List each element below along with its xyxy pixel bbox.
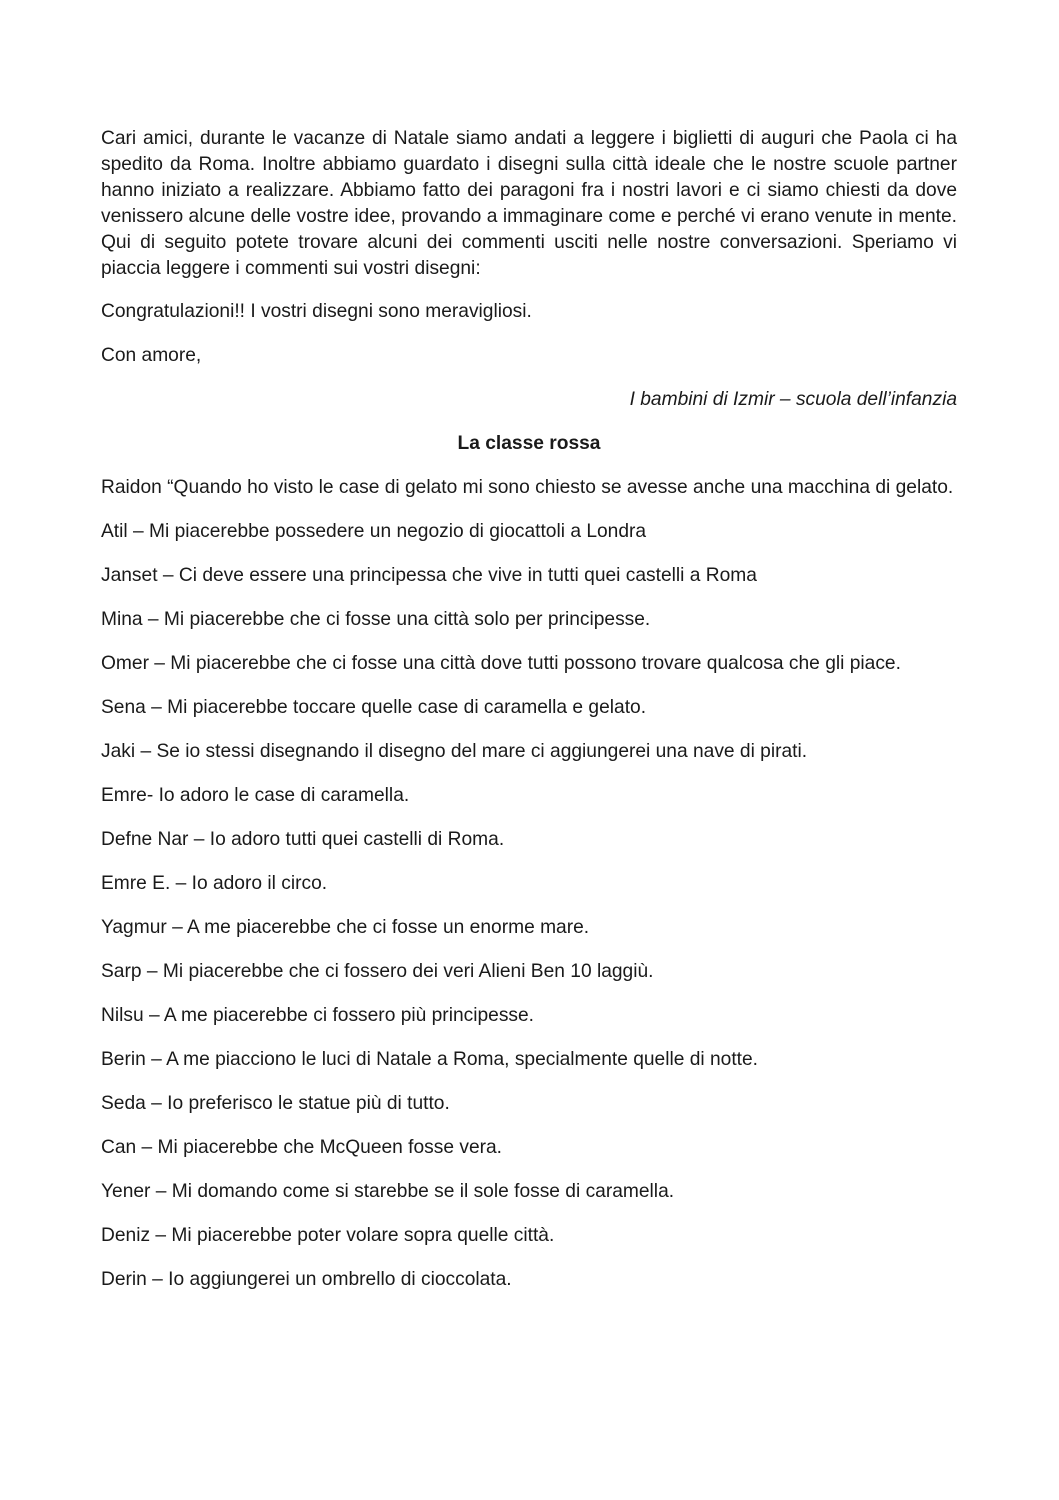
comments-list bbox=[101, 475, 957, 1293]
comment-item: Yener – Mi domando come si starebbe se il sole fosse di caramella. bbox=[101, 1181, 675, 1202]
closing-line: Con amore, bbox=[101, 345, 202, 366]
document-page bbox=[101, 126, 957, 1311]
comment-item: Berin – A me piacciono le luci di Natale a Roma, specialmente quelle di notte. bbox=[101, 1049, 759, 1070]
comment-item: Emre- Io adoro le case di caramella. bbox=[101, 785, 410, 806]
comment-item: Can – Mi piacerebbe che McQueen fosse vera. bbox=[101, 1137, 503, 1158]
signature: I bambini di Izmir – scuola dell’infanzia bbox=[629, 389, 957, 410]
comment-item: Raidon “Quando ho visto le case di gelato mi sono chiesto se avesse anche una macchina di gelato. bbox=[101, 477, 954, 498]
comment-item: Defne Nar – Io adoro tutti quei castelli di Roma. bbox=[101, 829, 505, 850]
congratulations-line: Congratulazioni!! I vostri disegni sono meravigliosi. bbox=[101, 301, 532, 322]
comment-item: Emre E. – Io adoro il circo. bbox=[101, 873, 328, 894]
comment-item: Atil – Mi piacerebbe possedere un negozio di giocattoli a Londra bbox=[101, 521, 647, 542]
comment-item: Omer – Mi piacerebbe che ci fosse una città dove tutti possono trovare qualcosa che gli piace. bbox=[101, 653, 901, 674]
comment-item: Seda – Io preferisco le statue più di tutto. bbox=[101, 1093, 450, 1114]
comment-item: Jaki – Se io stessi disegnando il disegno del mare ci aggiungerei una nave di pirati. bbox=[101, 741, 808, 762]
comment-item: Deniz – Mi piacerebbe poter volare sopra quelle città. bbox=[101, 1225, 555, 1246]
section-title: La classe rossa bbox=[457, 433, 601, 454]
comment-item: Yagmur – A me piacerebbe che ci fosse un enorme mare. bbox=[101, 917, 590, 938]
comment-item: Derin – Io aggiungerei un ombrello di cioccolata. bbox=[101, 1269, 512, 1290]
comment-item: Sarp – Mi piacerebbe che ci fossero dei veri Alieni Ben 10 laggiù. bbox=[101, 961, 654, 982]
comment-item: Mina – Mi piacerebbe che ci fosse una città solo per principesse. bbox=[101, 609, 651, 630]
intro-paragraph: Cari amici, durante le vacanze di Natale siamo andati a leggere i biglietti di auguri che Paola ci ha spedito da Roma. Inoltre abbiamo guardato i disegni sulla città ideale che le nostre scuole partner hanno iniziato a realizzare. Abbiamo fatto dei paragoni fra i nostri lavori e ci siamo chiesti da dove venissero alcune delle vostre idee, provando a immaginare come e perché vi erano venute in mente. Qui di seguito potete trovare alcuni dei commenti usciti nelle nostre conversazioni. Speriamo vi piaccia leggere i commenti sui vostri disegni: bbox=[101, 128, 957, 279]
comment-item: Janset – Ci deve essere una principessa che vive in tutti quei castelli a Roma bbox=[101, 565, 757, 586]
comment-item: Sena – Mi piacerebbe toccare quelle case di caramella e gelato. bbox=[101, 697, 647, 718]
comment-item: Nilsu – A me piacerebbe ci fossero più principesse. bbox=[101, 1005, 535, 1026]
